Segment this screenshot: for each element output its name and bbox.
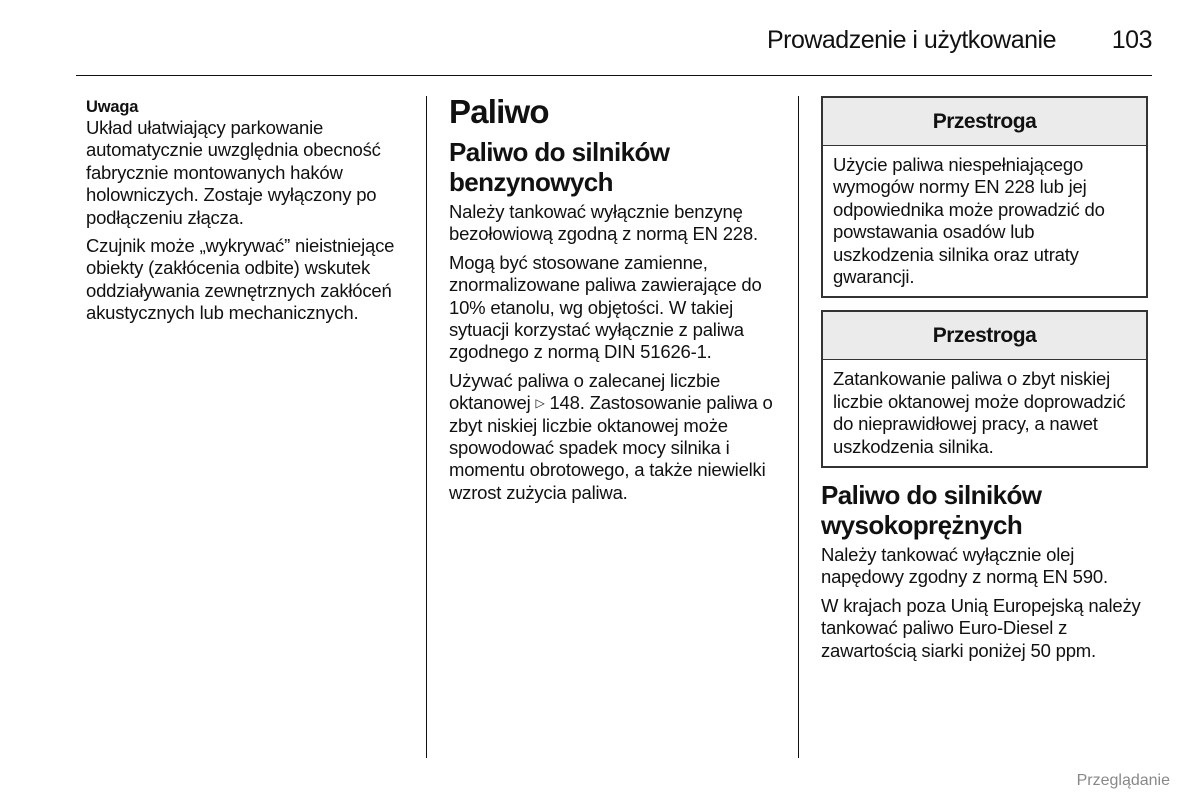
caution-box-2	[821, 310, 1148, 468]
caution-text: Użycie paliwa niespełniającego wymogów normy EN 228 lub jej odpowiednika może prowadzić do powstawania osadów lub uszkodzenia silnika oraz utraty gwarancji.	[833, 154, 1105, 288]
column-divider-left	[426, 96, 427, 758]
caution-box-1	[821, 96, 1148, 298]
diesel-paragraph-2: W krajach poza Unią Europejską należy tankować paliwo Euro-Diesel z zawartością siarki poniżej 50 ppm.	[821, 594, 1141, 661]
page-number: 103	[1111, 26, 1152, 54]
sensor-paragraph: Czujnik może „wykrywać” nieistniejące obiekty (zakłócenia odbite) wskutek oddziaływania zewnętrznych zakłóceń akustycznych lub mechanicznych.	[86, 235, 395, 324]
triangle-right-outline-icon: ▷	[535, 396, 545, 411]
right-column	[821, 96, 1148, 668]
caution-text: Zatankowanie paliwa o zbyt niskiej liczbie oktanowej może doprowadzić do nieprawidłowej pracy, a nawet uszkodzenia silnika.	[833, 368, 1126, 457]
petrol-paragraph-2: Mogą być stosowane zamienne, znormalizowane paliwa zawierające do 10% etanolu, wg objętości. W takiej sytuacji korzystać wyłącznie z paliwa zgodnego z normą DIN 51626-1.	[449, 251, 762, 363]
note-title: Uwaga	[86, 98, 139, 116]
paragraph-text-start: Używać paliwa o zalecanej liczbie oktanowej	[449, 369, 721, 414]
footer-browse-label: Przeglądanie	[1076, 772, 1170, 789]
caution-title: Przestroga	[823, 312, 1146, 360]
middle-column	[449, 95, 787, 510]
diesel-subheading: Paliwo do silników wysokoprężnych	[821, 480, 1042, 541]
page-reference-link[interactable]: 148. Zastosowanie paliwa o zbyt niskiej liczbie oktanowej może spowodować spadek mocy silnika i momentu obrotowego, a także niewielki wzrost zużycia paliwa.	[449, 392, 773, 503]
header-divider	[76, 75, 1152, 76]
diesel-paragraph-1: Należy tankować wyłącznie olej napędowy zgodny z normą EN 590.	[821, 544, 1108, 588]
running-header-title: Prowadzenie i użytkowanie	[766, 26, 1056, 54]
petrol-subheading: Paliwo do silników benzynowych	[449, 137, 670, 197]
petrol-paragraph-1: Należy tankować wyłącznie benzynę bezołowiową zgodną z normą EN 228.	[449, 201, 758, 245]
caution-title: Przestroga	[823, 98, 1146, 146]
note-text: Układ ułatwiający parkowanie automatycznie uwzględnia obecność fabrycznie montowanych haków holowniczych. Zostaje wyłączony po podłączeniu złącza.	[86, 117, 381, 228]
petrol-paragraph-3	[449, 370, 787, 504]
section-heading: Paliwo	[449, 93, 549, 130]
left-column	[86, 98, 412, 331]
column-divider-right	[798, 96, 799, 758]
